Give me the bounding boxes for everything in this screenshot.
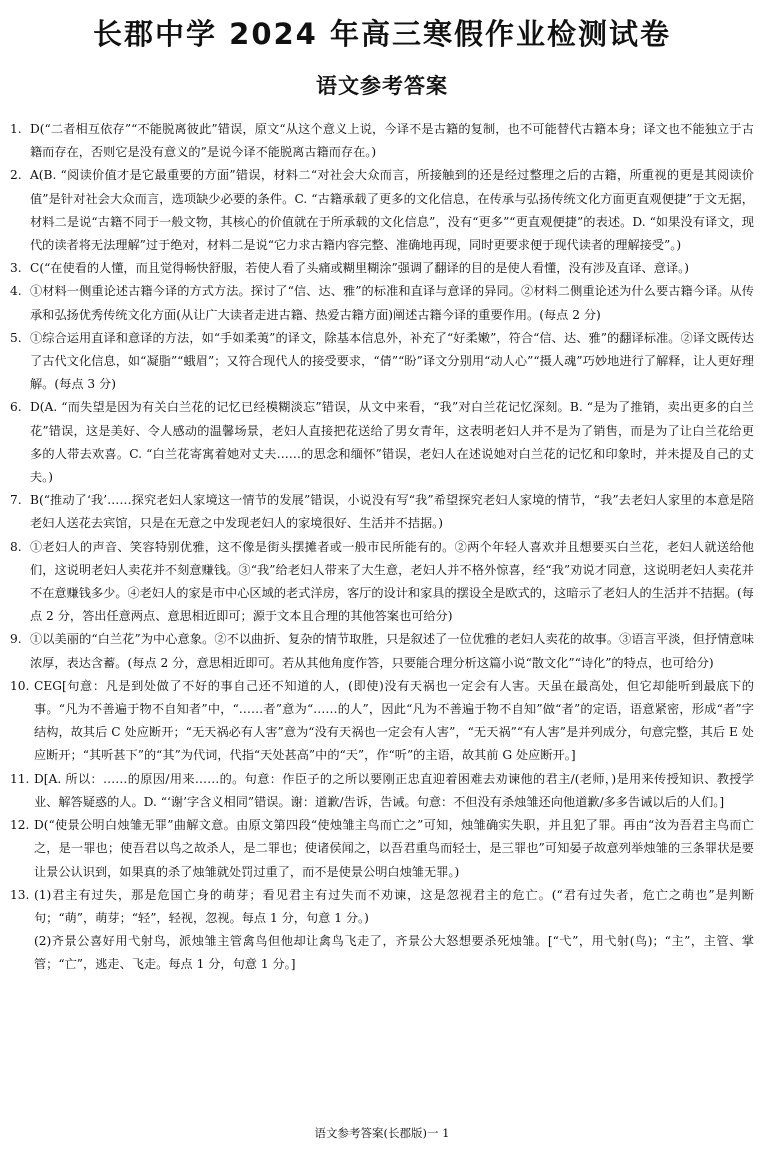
answer-item-7 bbox=[10, 489, 754, 535]
answer-item-9 bbox=[10, 628, 754, 674]
answer-number: 13. bbox=[10, 887, 30, 902]
answer-number: 9. bbox=[10, 632, 22, 647]
answer-item-5 bbox=[10, 327, 754, 397]
answer-text: D(“使景公明白烛雏无罪”曲解文意。由原文第四段“使烛雏主鸟而亡之”可知，烛雏确实失职，并且犯了罪。再由“汝为吾君主鸟而亡之，是一罪也；使吾君以鸟之故杀人，是二罪也；使诸侯闻之，以吾君重鸟而轻士，是三罪也”可知晏子故意列举烛雏的三条罪状是要让景公认识到，如果真的杀了烛雏就处罚过重了，而不是使景公明白烛雏无罪。) bbox=[34, 818, 754, 879]
answer-text: ①材料一侧重论述古籍今译的方式方法。探讨了“信、达、雅”的标准和直译与意译的异同。②材料二侧重论述为什么要古籍今译。从传承和弘扬优秀传统文化方面(从让广大读者走进古籍、热爱古籍方面)阐述古籍今译的重要作用。(每点 2 分) bbox=[30, 284, 754, 322]
answer-list bbox=[10, 118, 754, 977]
answer-number: 1. bbox=[10, 122, 22, 136]
answer-text: D[A. 所以：……的原因/用来……的。句意：作臣子的之所以要刚正忠直迎着困难去劝谏他的君主/(老师，)是用来传授知识、教授学业、解答疑惑的人。D. “‘谢’字含义相同”错误。谢：道歉/告诉，告诫。句意：不但没有杀烛雏还向他道歉/多多告诫以后的人们。] bbox=[34, 771, 754, 809]
answer-text: D(A. “而失望是因为有关白兰花的记忆已经模糊淡忘”错误，从文中来看，“我”对白兰花记忆深刻。B. “是为了推销，卖出更多的白兰花”错误，这是美好、令人感动的温馨场景，老妇人直接把花送给了男女青年，这表明老妇人并不是为了销售，而是为了让白兰花给更多的人带去欢喜。C. “白兰花寄寓着她对丈夫……的思念和缅怀”错误，老妇人在述说她对白兰花的记忆和印象时，并未提及自己的丈夫。) bbox=[30, 400, 754, 485]
answer-text-part-2: (2)齐景公喜好用弋射鸟，派烛雏主管禽鸟但他却让禽鸟飞走了，齐景公大怒想要杀死烛雏。[“弋”，用弋射(鸟)；“主”，主管、掌管；“亡”，逃走、飞走。每点 1 分，句意 1 分。] bbox=[34, 934, 754, 972]
answer-number: 6. bbox=[10, 400, 22, 415]
answer-item-12 bbox=[10, 814, 754, 884]
answer-text: ①综合运用直译和意译的方法，如“手如柔荑”的译文，除基本信息外，补充了“好柔嫩”，符合“信、达、雅”的翻译标准。②译文既传达了古代文化信息，如“凝脂”“蛾眉”；又符合现代人的接受要求，“倩”“盼”译文分别用“动人心”“摄人魂”巧妙地进行了解释，让人更好理解。(每点 3 分) bbox=[30, 330, 754, 392]
answer-item-4 bbox=[10, 280, 754, 326]
answer-item-3 bbox=[10, 257, 754, 280]
answer-text: C(“在使看的人懂，而且觉得畅快舒服，若使人看了头痛或糊里糊涂”强调了翻译的目的是使人看懂，没有涉及直译、意译。) bbox=[30, 261, 689, 276]
answer-number: 5. bbox=[10, 330, 22, 345]
answer-text: B(“推动了‘我’……探究老妇人家境这一情节的发展”错误，小说没有写“我”希望探究老妇人家境的情节，“我”去老妇人家里的本意是陪老妇人送花去宾馆，只是在无意之中发现老妇人的家境很好、生活并不拮据。) bbox=[30, 493, 754, 531]
answer-text: D(“二者相互依存”“不能脱离彼此”错误，原文“从这个意义上说，今译不是古籍的复制，也不可能替代古籍本身；译文也不能独立于古籍而存在，否则它是没有意义的”是说今译不能脱离古籍而存在。) bbox=[30, 122, 754, 160]
answer-number: 8. bbox=[10, 539, 22, 554]
answer-number: 3. bbox=[10, 261, 22, 276]
answer-text: A(B. “阅读价值才是它最重要的方面”错误，材料二“对社会大众而言，所接触到的还是经过整理之后的古籍，所重视的更是其阅读价值”是针对社会大众而言，选项缺少必要的条件。C. “古籍承载了更多的文化信息，在传承与弘扬传统文化方面更直观便捷”于文无据，材料二是说“古籍不同于一般文物，其核心的价值就在于所承载的文化信息”，没有“更多”“更直观便捷”的表述。D. “如果没有译文，现代的读者将无法理解”过于绝对，材料二是说“它力求古籍内容完整、准确地再现，同时更要求便于现代读者的理解接受”。) bbox=[30, 168, 754, 253]
answer-number: 4. bbox=[10, 284, 22, 299]
answer-item-8 bbox=[10, 536, 754, 629]
answer-number: 7. bbox=[10, 493, 22, 508]
answer-number: 10. bbox=[10, 678, 30, 693]
answer-number: 12. bbox=[10, 818, 30, 833]
answer-number: 11. bbox=[10, 771, 30, 786]
answer-number: 2. bbox=[10, 168, 22, 183]
exam-title: 长郡中学 2024 年高三寒假作业检测试卷 bbox=[93, 17, 671, 51]
answer-key-heading: 语文参考答案 bbox=[316, 74, 448, 98]
page-footer: 语文参考答案(长郡版)一 1 bbox=[314, 1126, 450, 1140]
answer-item-6 bbox=[10, 396, 754, 489]
answer-item-13 bbox=[10, 884, 754, 977]
answer-item-1 bbox=[10, 118, 754, 164]
answer-text: ①以美丽的“白兰花”为中心意象。②不以曲折、复杂的情节取胜，只是叙述了一位优雅的老妇人卖花的故事。③语言平淡，但抒情意味浓厚，表达含蓄。(每点 2 分，意思相近即可。若从其他角度作答，只要能合理分析这篇小说“散文化”“诗化”的特点，也可给分) bbox=[30, 632, 754, 670]
answer-item-11 bbox=[10, 768, 754, 814]
answer-text: ①老妇人的声音、笑容特别优雅，这不像是街头摆摊者或一般市民所能有的。②两个年轻人喜欢并且想要买白兰花，老妇人就送给他们，这说明老妇人卖花并不刻意赚钱。③“我”给老妇人带来了大生意，老妇人并不格外惊喜，经“我”劝说才同意，这说明老妇人卖花并不在意赚钱多少。④老妇人的家是市中心区域的老式洋房，客厅的设计和家具的摆设全是欧式的，这暗示了老妇人的生活并不拮据。(每点 2 分，答出任意两点、意思相近即可；源于文本且合理的其他答案也可给分) bbox=[30, 539, 754, 624]
answer-item-2 bbox=[10, 164, 754, 257]
answer-item-10 bbox=[10, 675, 754, 768]
answer-text: (1)君主有过失，那是危国亡身的萌芽；看见君主有过失而不劝谏，这是忽视君主的危亡。(“君有过失者，危亡之萌也”是判断句；“萌”，萌芽；“轻”，轻视，忽视。每点 1 分，句意 1 分。) bbox=[34, 887, 754, 925]
answer-text: CEG[句意：凡是到处做了不好的事自己还不知道的人，(即使)没有天祸也一定会有人害。天虽在最高处，但它却能听到最底下的事。“凡为不善遍于物不自知者”中，“……者”意为“……的人”，因此“凡为不善遍于物不自知”做“者”的定语，语意紧密，形成“者”字结构，故其后 C 处应断开；“无天祸必有人害”意为“没有天祸也一定会有人害”，“无天祸”“有人害”是并列成分，句意完整，其后 E 处应断开；“其听甚下”的“其”为代词，代指“天处甚高”中的“天”，作“听”的主语，故其前 G 处应断开。] bbox=[34, 678, 754, 763]
